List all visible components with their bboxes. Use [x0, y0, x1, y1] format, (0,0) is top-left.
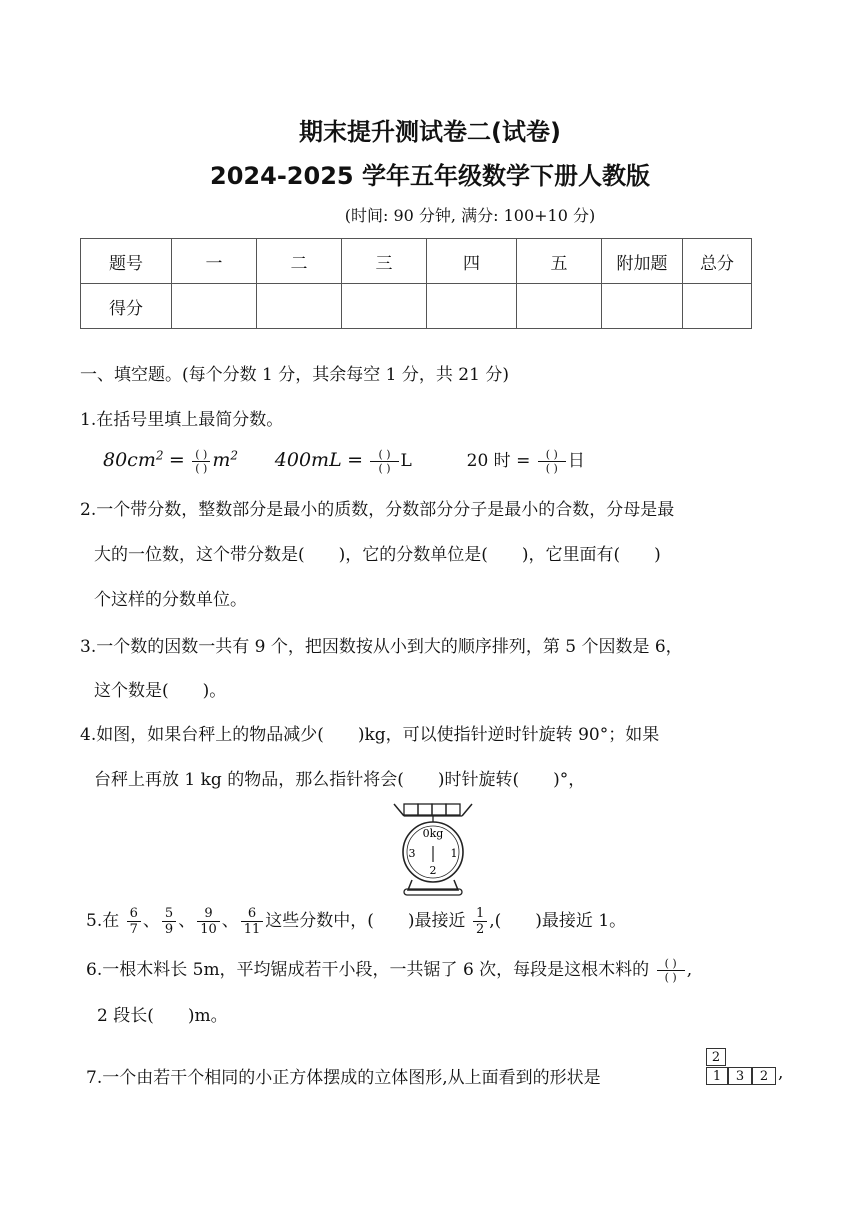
q1-a-exp: 2 [155, 448, 164, 463]
numerator: 5 [162, 906, 176, 922]
q5-tail: ,( )最接近 1。 [489, 911, 627, 931]
blank-fraction[interactable] [538, 448, 566, 475]
header-cell: 二 [257, 239, 342, 284]
top-view-grid [706, 1048, 778, 1090]
numerator: 6 [241, 906, 264, 922]
comma: , [686, 960, 693, 980]
question-2-line-1: 2.一个带分数，整数部分是最小的质数，分数部分分子是最小的合数，分母是最 [80, 500, 675, 520]
blank-fraction[interactable] [192, 448, 210, 475]
header-cell: 附加题 [602, 239, 683, 284]
fraction [197, 906, 220, 937]
denominator: 11 [243, 922, 261, 937]
scale-zero-label: 0kg [422, 827, 444, 840]
header-cell: 三 [342, 239, 427, 284]
q5-prefix: 5.在 [86, 911, 120, 931]
blank-denominator: ( ) [195, 462, 208, 475]
score-cell[interactable] [683, 284, 752, 329]
denominator: 2 [475, 922, 485, 937]
equals-sign: = [347, 449, 364, 471]
header-cell: 四 [427, 239, 517, 284]
section-heading: 一、填空题。(每个分数 1 分，其余每空 1 分，共 21 分) [80, 365, 509, 385]
q6-text: 6.一根木料长 5m，平均锯成若干小段，一共锯了 6 次，每段是这根木料的 [86, 960, 650, 980]
question-2-line-2: 大的一位数，这个带分数是( )，它的分数单位是( )，它里面有( ) [94, 545, 661, 565]
blank-fraction[interactable] [370, 448, 398, 475]
grid-cell: 2 [706, 1048, 726, 1066]
question-1-items [103, 446, 585, 475]
blank-denominator: ( ) [545, 462, 558, 475]
q1-b-unit: L [400, 451, 412, 471]
equals-sign: = [168, 449, 185, 471]
question-4-line-2: 台秤上再放 1 kg 的物品，那么指针将会( )时针旋转( )°， [94, 770, 586, 790]
q5-mid: 这些分数中，( )最接近 [265, 911, 466, 931]
score-cell[interactable] [172, 284, 257, 329]
score-cell[interactable] [517, 284, 602, 329]
blank-fraction[interactable] [657, 957, 685, 984]
score-cell[interactable] [342, 284, 427, 329]
question-6-line-1 [86, 955, 692, 984]
row-label: 得分 [81, 284, 172, 329]
separator: 、 [178, 911, 196, 931]
grid-cell: 3 [728, 1067, 752, 1085]
denominator: 10 [200, 922, 217, 937]
score-cell[interactable] [257, 284, 342, 329]
numerator: 9 [197, 906, 220, 922]
fraction [162, 906, 176, 937]
grid-cell: 1 [706, 1067, 728, 1085]
question-6-line-2: 2 段长( )m。 [97, 1006, 228, 1026]
exam-info: (时间: 90 分钟, 满分: 100+10 分) [344, 206, 596, 225]
header-cell: 五 [517, 239, 602, 284]
q1-b-left: 400mL [274, 449, 342, 471]
score-table-score-row [81, 284, 752, 329]
question-5 [86, 906, 626, 937]
q1-c-left: 20 时 [466, 451, 511, 471]
page-subtitle: 2024-2025 学年五年级数学下册人教版 [210, 162, 650, 190]
scale-left-label: 3 [408, 847, 416, 860]
question-3-line-1: 3.一个数的因数一共有 9 个，把因数按从小到大的顺序排列，第 5 个因数是 6， [80, 637, 683, 657]
header-cell: 总分 [683, 239, 752, 284]
numerator: 6 [127, 906, 141, 922]
equals-sign: = [516, 451, 531, 471]
blank-denominator: ( ) [664, 971, 677, 984]
q1-a-unit: m [212, 449, 231, 471]
q7-comma: , [778, 1063, 784, 1083]
blank-denominator: ( ) [378, 462, 391, 475]
blank-numerator: ( ) [192, 448, 210, 462]
blank-numerator: ( ) [370, 448, 398, 462]
question-1: 1.在括号里填上最简分数。 [80, 410, 284, 430]
question-4-line-1: 4.如图，如果台秤上的物品减少( )kg，可以使指针逆时针旋转 90°；如果 [80, 725, 660, 745]
fraction [127, 906, 141, 937]
separator: 、 [221, 911, 239, 931]
page-title: 期末提升测试卷二(试卷) [299, 118, 561, 146]
q1-a-unit-exp: 2 [230, 448, 238, 463]
denominator: 7 [129, 922, 138, 937]
question-7-line-1: 7.一个由若干个相同的小正方体摆成的立体图形,从上面看到的形状是 [86, 1068, 601, 1088]
question-2-line-3: 个这样的分数单位。 [94, 590, 247, 610]
separator: 、 [142, 911, 160, 931]
fraction [241, 906, 264, 937]
score-table [80, 238, 752, 329]
numerator: 1 [473, 906, 487, 922]
scale-figure [382, 800, 482, 898]
score-table-header-row [81, 239, 752, 284]
scale-bottom-label: 2 [429, 864, 437, 877]
header-cell: 一 [172, 239, 257, 284]
blank-numerator: ( ) [657, 957, 685, 971]
score-cell[interactable] [427, 284, 517, 329]
question-3-line-2: 这个数是( )。 [94, 681, 227, 701]
grid-cell: 2 [752, 1067, 776, 1085]
fraction-half [473, 906, 487, 937]
score-cell[interactable] [602, 284, 683, 329]
q1-c-unit: 日 [567, 451, 585, 471]
blank-numerator: ( ) [538, 448, 566, 462]
scale-right-label: 1 [450, 847, 458, 860]
header-cell: 题号 [81, 239, 172, 284]
q1-a-left: 80cm [103, 449, 156, 471]
denominator: 9 [164, 922, 174, 937]
